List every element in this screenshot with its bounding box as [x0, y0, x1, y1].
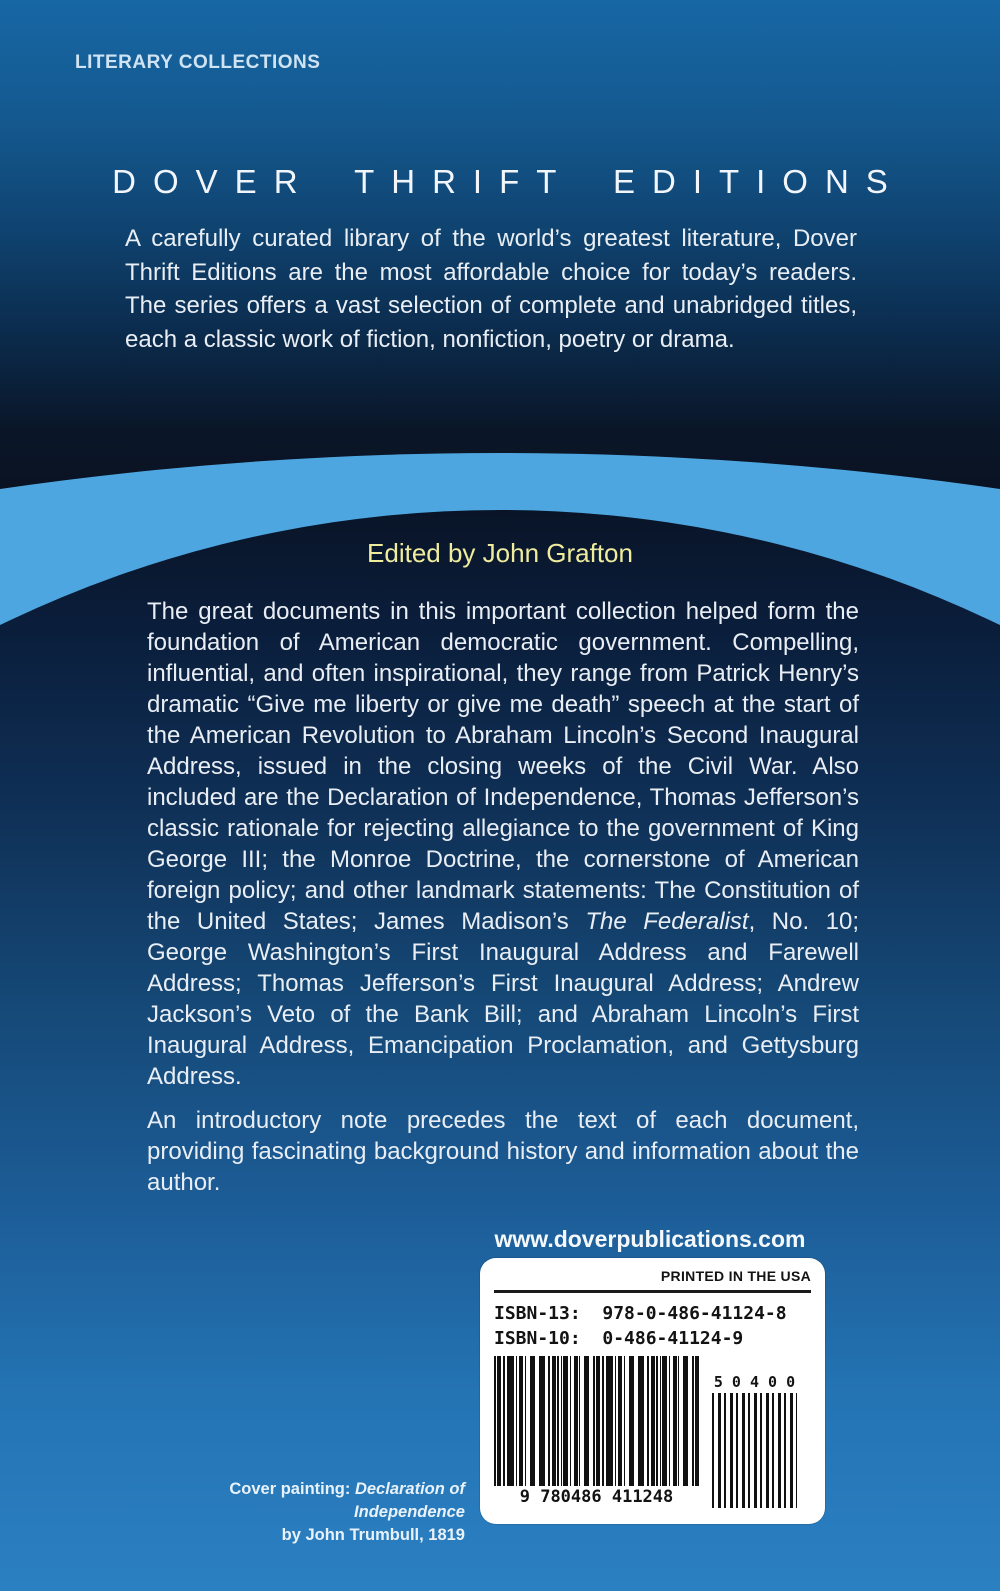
- price-addon-barcode: [712, 1373, 797, 1508]
- painting-title-italic: Declaration of Independence: [354, 1480, 465, 1521]
- series-blurb: A carefully curated library of the world’s greatest literature, Dover Thrift Editions are the most affordable choice for today’s readers. The series offers a vast selection of complete and unabridged titles, each a classic work of fiction, nonfiction, poetry or drama.: [125, 225, 857, 353]
- editor-credit: Edited by John Grafton: [367, 538, 633, 568]
- barcode-panel-divider: [494, 1290, 811, 1293]
- ean13-digits: 9 780486 411248: [494, 1486, 699, 1508]
- description-text-2: , No. 10; George Washington’s First Inaugural Address and Farewell Address; Thomas Jefferson’s First Inaugural Address; Andrew Jackson’s Veto of the Bank Bill; and Abraham Lincoln’s First Inaugural Address, Emancipation Proclamation, and Gettysburg Address.: [147, 908, 859, 1090]
- barcode-panel: [480, 1258, 825, 1524]
- price-code: 5 0 4 0 0: [713, 1373, 796, 1391]
- cover-credit-line2: by John Trumbull, 1819: [281, 1526, 465, 1544]
- ean13-bars: [494, 1356, 699, 1486]
- barcode-row: [494, 1356, 811, 1508]
- ean13-barcode: [494, 1356, 699, 1508]
- publisher-website: www.doverpublications.com: [494, 1226, 806, 1252]
- cover-credit-line1: [150, 1478, 465, 1524]
- cover-credit-prefix: Cover painting:: [229, 1480, 355, 1498]
- addon-bars: [712, 1393, 797, 1508]
- isbn13-line: ISBN-13: 978-0-486-41124-8: [494, 1303, 787, 1324]
- category-label: LITERARY COLLECTIONS: [75, 52, 321, 73]
- isbn10-line: ISBN-10: 0-486-41124-9: [494, 1328, 744, 1349]
- printed-in-usa-label: PRINTED IN THE USA: [660, 1268, 811, 1284]
- cover-painting-credit: [150, 1478, 465, 1547]
- description-text-1: The great documents in this important collection helped form the foundation of American democratic government. Compelling, influential, and often inspirational, they range from Patrick Henry’s dramatic “Give me liberty or give me death” speech at the start of the American Revolution to Abraham Lincoln’s Second Inaugural Address, issued in the closing weeks of the Civil War. Also included are the Declaration of Independence, Thomas Jefferson’s classic rationale for rejecting allegiance to the government of King George III; the Monroe Doctrine, the cornerstone of American foreign policy; and other landmark statements: The Constitution of the United States; James Madison’s: [147, 598, 859, 935]
- description-paragraph: [147, 596, 859, 1092]
- back-cover-copy: [147, 596, 859, 1198]
- series-title: DOVER THRIFT EDITIONS: [112, 163, 905, 200]
- federalist-title-italic: The Federalist: [585, 908, 749, 935]
- intro-note-paragraph: An introductory note precedes the text of each document, providing fascinating background history and information about the author.: [147, 1107, 859, 1196]
